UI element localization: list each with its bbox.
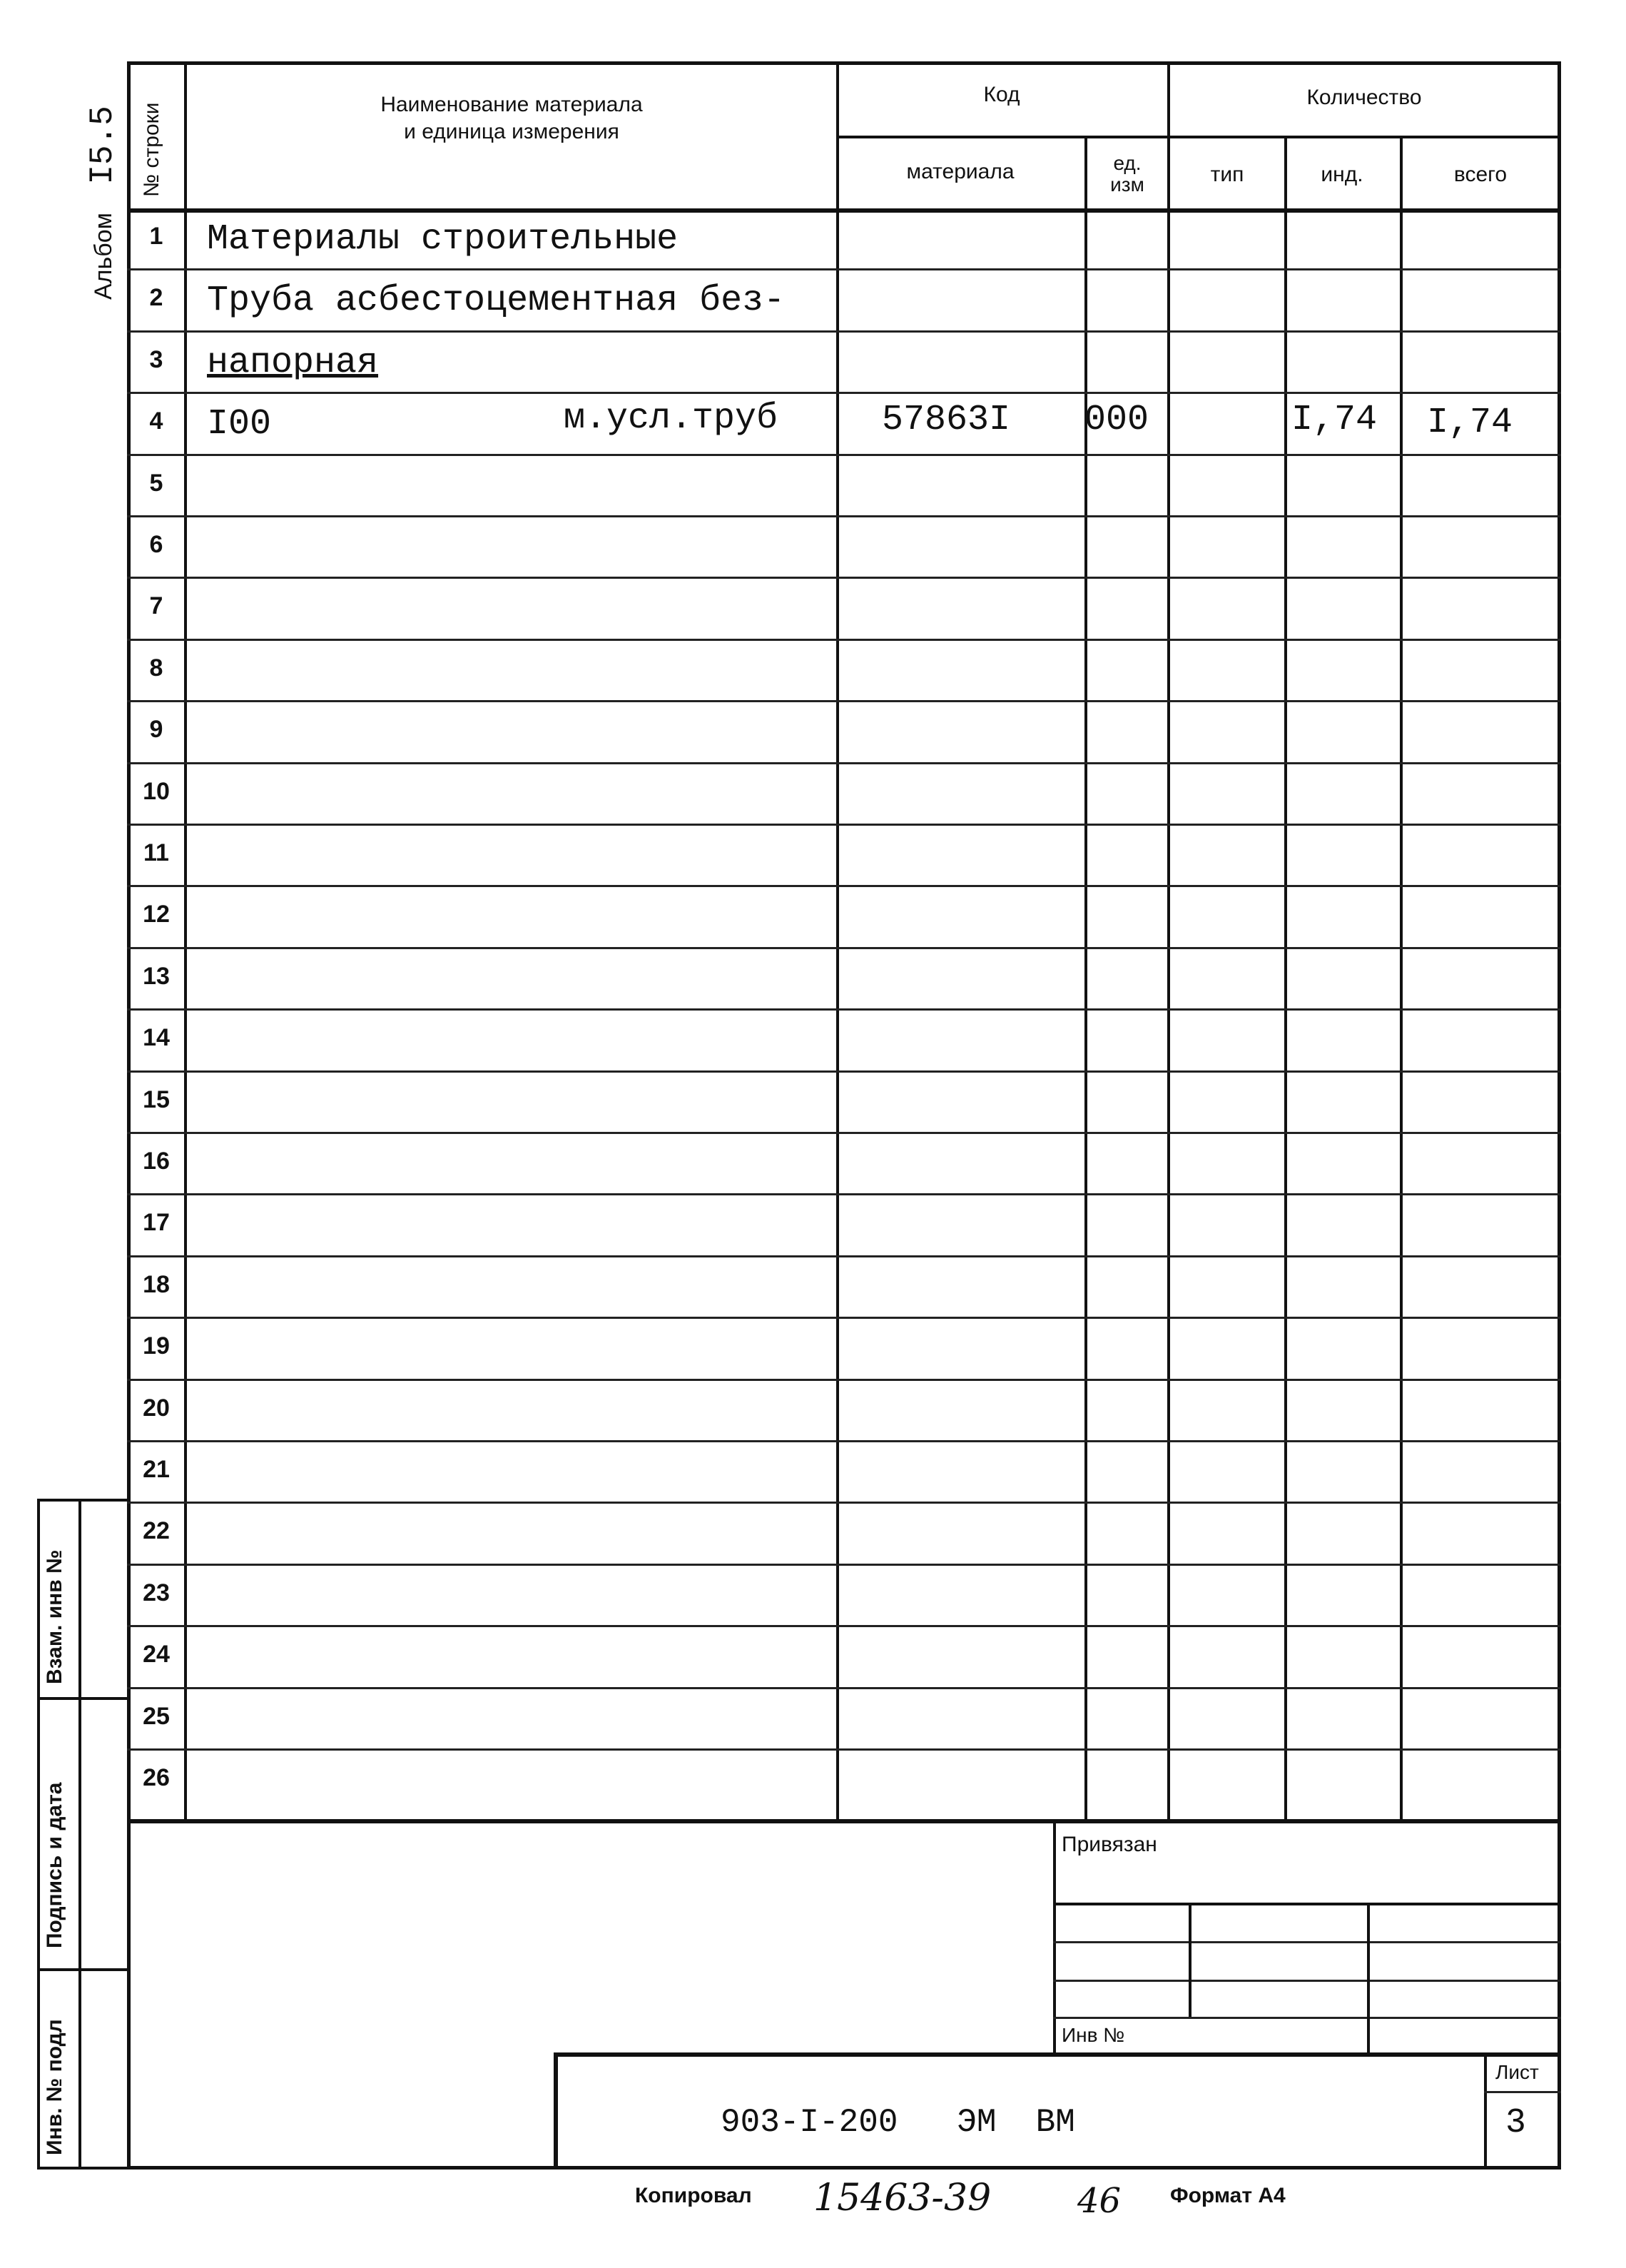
materials-table-frame bbox=[127, 61, 1561, 1823]
header-bottom-line bbox=[127, 208, 1561, 213]
col-line-type bbox=[1284, 136, 1287, 1823]
row-separator bbox=[127, 1502, 1561, 1504]
col-line-name bbox=[836, 61, 839, 1823]
row-separator bbox=[127, 1193, 1561, 1195]
row-code-unit: 000 bbox=[1084, 400, 1149, 441]
stamp-sign: Подпись и дата bbox=[43, 1782, 66, 1948]
row-separator bbox=[127, 454, 1561, 456]
row-number: 10 bbox=[143, 777, 170, 805]
row-separator bbox=[127, 1070, 1561, 1073]
header-qty-total: всего bbox=[1453, 163, 1508, 186]
row-number: 16 bbox=[143, 1148, 170, 1175]
row-number: 21 bbox=[143, 1456, 170, 1483]
row-separator bbox=[127, 762, 1561, 764]
header-qty-ind: инд. bbox=[1321, 163, 1363, 186]
row-separator bbox=[127, 885, 1561, 887]
header-row-no: № строки bbox=[140, 102, 163, 197]
row-number: 1 bbox=[149, 223, 163, 250]
side-stamp-top bbox=[37, 1499, 130, 1502]
row-number: 12 bbox=[143, 901, 170, 928]
row-number: 25 bbox=[143, 1702, 170, 1730]
tb-line-3 bbox=[1053, 1980, 1561, 1982]
side-stamp-mid bbox=[78, 1499, 81, 2170]
row-separator bbox=[127, 392, 1561, 394]
row-number: 3 bbox=[149, 345, 163, 373]
col-line-code-mat bbox=[1084, 136, 1087, 1823]
header-qty-group: Количество bbox=[1306, 86, 1422, 109]
row-number: 20 bbox=[143, 1394, 170, 1422]
tb-sheet-label: Лист bbox=[1495, 2061, 1539, 2083]
tb-inv-no: Инв № bbox=[1062, 2024, 1125, 2046]
tb-designation: 903-I-200 ЭМ ВМ bbox=[721, 2104, 1075, 2141]
tb-line-1 bbox=[1053, 1903, 1561, 1905]
row-number: 11 bbox=[143, 839, 169, 866]
row-separator bbox=[127, 577, 1561, 579]
row-number: 6 bbox=[149, 531, 163, 558]
row-name: Труба асбестоцементная без- bbox=[207, 280, 786, 322]
row-code-material: 57863I bbox=[882, 400, 1011, 441]
row-separator bbox=[127, 1317, 1561, 1319]
row-separator bbox=[127, 639, 1561, 641]
album-word: Альбом bbox=[90, 213, 117, 300]
row-number: 13 bbox=[143, 962, 170, 990]
row-number: 19 bbox=[143, 1332, 170, 1360]
tb-sheet-line bbox=[1484, 2091, 1561, 2093]
header-qty-type: тип bbox=[1210, 163, 1244, 186]
row-separator bbox=[127, 1379, 1561, 1381]
row-number: 24 bbox=[143, 1641, 170, 1669]
row-name: I00 bbox=[207, 404, 272, 445]
row-separator bbox=[127, 1625, 1561, 1627]
row-number: 15 bbox=[143, 1085, 170, 1113]
tb-privyazan: Привязан bbox=[1062, 1833, 1157, 1856]
header-code-material: материала bbox=[906, 160, 1015, 183]
header-name-line2: и единица измерения bbox=[404, 120, 619, 143]
row-separator bbox=[127, 330, 1561, 333]
tb-col-b bbox=[1367, 1903, 1370, 2055]
tb-line-4 bbox=[1053, 2017, 1561, 2019]
row-number: 8 bbox=[149, 654, 163, 682]
footer-copied: Копировал bbox=[635, 2184, 752, 2207]
footer-format: Формат А4 bbox=[1170, 2184, 1286, 2207]
tb-line-2 bbox=[1053, 1941, 1561, 1943]
row-number: 23 bbox=[143, 1579, 170, 1606]
side-stamp-div1 bbox=[37, 1697, 130, 1700]
row-number: 9 bbox=[149, 716, 163, 744]
footer-copy-no: 15463-39 bbox=[813, 2177, 992, 2219]
row-separator bbox=[127, 515, 1561, 517]
row-number: 5 bbox=[149, 469, 163, 497]
row-name: напорная bbox=[207, 342, 379, 383]
row-number: 7 bbox=[149, 592, 163, 620]
album-label bbox=[84, 106, 121, 300]
col-line-rownum bbox=[184, 61, 187, 1823]
row-separator bbox=[127, 1132, 1561, 1134]
tb-sheet-no: 3 bbox=[1505, 2104, 1526, 2142]
side-stamp-bottom bbox=[37, 2167, 130, 2170]
row-number: 22 bbox=[143, 1517, 170, 1545]
row-qty-total: I,74 bbox=[1427, 403, 1513, 444]
row-separator bbox=[127, 700, 1561, 702]
row-name: Материалы строительные bbox=[207, 219, 679, 260]
row-separator bbox=[127, 1564, 1561, 1566]
stamp-inv: Инв. № подл bbox=[43, 2019, 66, 2155]
row-number: 17 bbox=[143, 1209, 170, 1237]
header-code-unit: ед. изм bbox=[1110, 152, 1144, 196]
col-line-code-unit bbox=[1167, 61, 1170, 1823]
tb-main-left bbox=[554, 2052, 558, 2170]
row-separator bbox=[127, 1008, 1561, 1011]
header-name bbox=[187, 91, 836, 146]
row-number: 4 bbox=[149, 407, 163, 435]
side-stamp-div2 bbox=[37, 1968, 130, 1971]
row-separator bbox=[127, 1440, 1561, 1442]
row-separator bbox=[127, 824, 1561, 826]
side-stamp-left bbox=[37, 1499, 40, 2170]
row-separator bbox=[127, 1748, 1561, 1751]
row-separator bbox=[127, 1687, 1561, 1689]
row-number: 26 bbox=[143, 1764, 170, 1791]
tb-left-divider bbox=[1053, 1820, 1056, 2055]
header-name-line1: Наименование материала bbox=[380, 93, 643, 116]
header-split-line bbox=[836, 136, 1561, 138]
footer-copy-no2: 46 bbox=[1077, 2181, 1122, 2221]
col-line-ind bbox=[1400, 136, 1403, 1823]
row-qty-ind: I,74 bbox=[1291, 400, 1378, 441]
row-number: 2 bbox=[149, 284, 163, 312]
row-separator bbox=[127, 1255, 1561, 1257]
stamp-vzam: Взам. инв № bbox=[43, 1549, 66, 1684]
row-unit: м.усл.труб bbox=[564, 398, 778, 440]
row-separator bbox=[127, 268, 1561, 270]
album-number: I5.5 bbox=[84, 106, 121, 185]
tb-col-a bbox=[1189, 1903, 1191, 2017]
row-separator bbox=[127, 947, 1561, 949]
tb-sheet-divider bbox=[1484, 2052, 1487, 2170]
row-number: 14 bbox=[143, 1024, 170, 1052]
tb-main-top bbox=[554, 2052, 1561, 2057]
header-code-group: Код bbox=[983, 83, 1020, 106]
row-number: 18 bbox=[143, 1270, 170, 1298]
